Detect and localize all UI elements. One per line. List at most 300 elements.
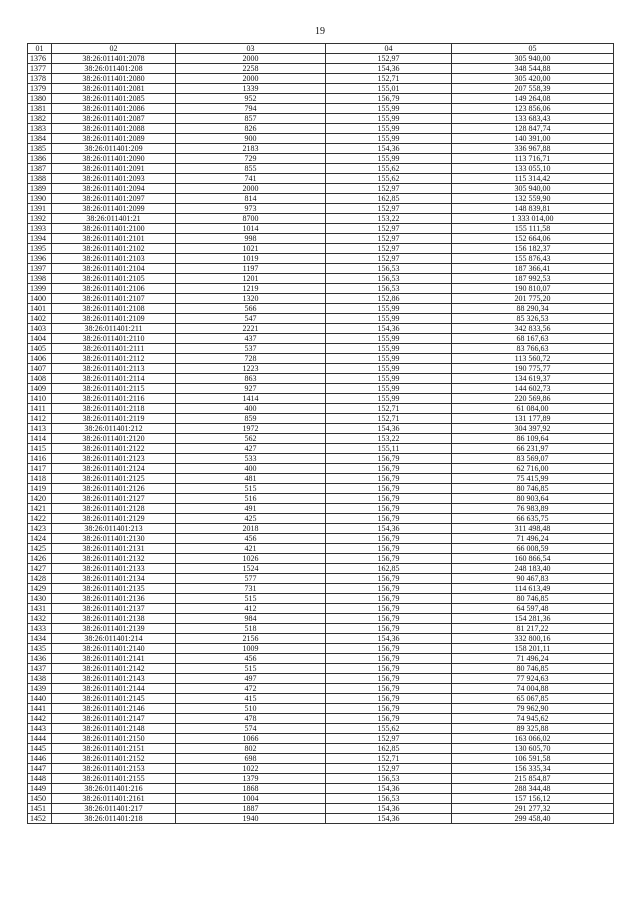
table-row bbox=[28, 744, 614, 754]
cadastral-number-cell: 38:26:011401:2105 bbox=[52, 274, 176, 284]
cadastral-number-cell: 38:26:011401:2161 bbox=[52, 794, 176, 804]
unit-value-cell: 152,97 bbox=[326, 254, 452, 264]
area-cell: 510 bbox=[176, 704, 326, 714]
table-row bbox=[28, 634, 614, 644]
table-row bbox=[28, 244, 614, 254]
table-row bbox=[28, 594, 614, 604]
row-number-cell: 1423 bbox=[28, 524, 52, 534]
row-number-cell: 1378 bbox=[28, 74, 52, 84]
table-row bbox=[28, 334, 614, 344]
cadastral-number-cell: 38:26:011401:2134 bbox=[52, 574, 176, 584]
cadastral-number-cell: 38:26:011401:2109 bbox=[52, 314, 176, 324]
table-row bbox=[28, 234, 614, 244]
row-number-cell: 1385 bbox=[28, 144, 52, 154]
unit-value-cell: 156,53 bbox=[326, 264, 452, 274]
row-number-cell: 1431 bbox=[28, 604, 52, 614]
table-row bbox=[28, 774, 614, 784]
row-number-cell: 1427 bbox=[28, 564, 52, 574]
table-row bbox=[28, 414, 614, 424]
cadastral-number-cell: 38:26:011401:209 bbox=[52, 144, 176, 154]
unit-value-cell: 156,79 bbox=[326, 554, 452, 564]
row-number-cell: 1409 bbox=[28, 384, 52, 394]
table-body bbox=[28, 54, 614, 824]
unit-value-cell: 154,36 bbox=[326, 324, 452, 334]
row-number-cell: 1426 bbox=[28, 554, 52, 564]
area-cell: 1887 bbox=[176, 804, 326, 814]
unit-value-cell: 162,85 bbox=[326, 564, 452, 574]
unit-value-cell: 156,79 bbox=[326, 584, 452, 594]
area-cell: 859 bbox=[176, 414, 326, 424]
cadastral-value-cell: 155 876,43 bbox=[452, 254, 614, 264]
table-row bbox=[28, 674, 614, 684]
cadastral-number-cell: 38:26:011401:2087 bbox=[52, 114, 176, 124]
cadastral-number-cell: 38:26:011401:2150 bbox=[52, 734, 176, 744]
table-row bbox=[28, 724, 614, 734]
cadastral-value-cell: 201 775,20 bbox=[452, 294, 614, 304]
area-cell: 952 bbox=[176, 94, 326, 104]
row-number-cell: 1382 bbox=[28, 114, 52, 124]
row-number-cell: 1441 bbox=[28, 704, 52, 714]
cadastral-value-cell: 156 335,34 bbox=[452, 764, 614, 774]
cadastral-value-cell: 130 605,70 bbox=[452, 744, 614, 754]
cadastral-value-cell: 71 496,24 bbox=[452, 534, 614, 544]
area-cell: 515 bbox=[176, 484, 326, 494]
area-cell: 1223 bbox=[176, 364, 326, 374]
row-number-cell: 1451 bbox=[28, 804, 52, 814]
cadastral-value-cell: 305 940,00 bbox=[452, 184, 614, 194]
area-cell: 400 bbox=[176, 464, 326, 474]
unit-value-cell: 154,36 bbox=[326, 424, 452, 434]
cadastral-value-cell: 77 924,63 bbox=[452, 674, 614, 684]
cadastral-number-cell: 38:26:011401:2100 bbox=[52, 224, 176, 234]
unit-value-cell: 155,99 bbox=[326, 154, 452, 164]
table-row bbox=[28, 534, 614, 544]
unit-value-cell: 152,97 bbox=[326, 204, 452, 214]
cadastral-value-cell: 134 619,37 bbox=[452, 374, 614, 384]
row-number-cell: 1447 bbox=[28, 764, 52, 774]
table-row bbox=[28, 184, 614, 194]
cadastral-number-cell: 38:26:011401:2088 bbox=[52, 124, 176, 134]
unit-value-cell: 155,99 bbox=[326, 104, 452, 114]
row-number-cell: 1376 bbox=[28, 54, 52, 64]
cadastral-number-cell: 38:26:011401:2133 bbox=[52, 564, 176, 574]
unit-value-cell: 152,86 bbox=[326, 294, 452, 304]
cadastral-value-cell: 90 467,83 bbox=[452, 574, 614, 584]
cadastral-value-cell: 305 940,00 bbox=[452, 54, 614, 64]
unit-value-cell: 154,36 bbox=[326, 634, 452, 644]
cadastral-number-cell: 38:26:011401:214 bbox=[52, 634, 176, 644]
cadastral-number-cell: 38:26:011401:212 bbox=[52, 424, 176, 434]
unit-value-cell: 154,36 bbox=[326, 144, 452, 154]
unit-value-cell: 152,97 bbox=[326, 224, 452, 234]
cadastral-number-cell: 38:26:011401:2126 bbox=[52, 484, 176, 494]
cadastral-number-cell: 38:26:011401:2093 bbox=[52, 174, 176, 184]
cadastral-value-cell: 155 111,58 bbox=[452, 224, 614, 234]
table-row bbox=[28, 274, 614, 284]
area-cell: 998 bbox=[176, 234, 326, 244]
unit-value-cell: 156,79 bbox=[326, 534, 452, 544]
cadastral-number-cell: 38:26:011401:211 bbox=[52, 324, 176, 334]
row-number-cell: 1414 bbox=[28, 434, 52, 444]
unit-value-cell: 156,79 bbox=[326, 684, 452, 694]
table-row bbox=[28, 624, 614, 634]
unit-value-cell: 155,99 bbox=[326, 314, 452, 324]
row-number-cell: 1439 bbox=[28, 684, 52, 694]
row-number-cell: 1429 bbox=[28, 584, 52, 594]
unit-value-cell: 152,71 bbox=[326, 414, 452, 424]
unit-value-cell: 156,79 bbox=[326, 464, 452, 474]
unit-value-cell: 155,62 bbox=[326, 724, 452, 734]
cadastral-value-cell: 288 344,48 bbox=[452, 784, 614, 794]
row-number-cell: 1428 bbox=[28, 574, 52, 584]
unit-value-cell: 156,79 bbox=[326, 474, 452, 484]
cadastral-value-cell: 89 325,88 bbox=[452, 724, 614, 734]
cadastral-number-cell: 38:26:011401:2089 bbox=[52, 134, 176, 144]
row-number-cell: 1397 bbox=[28, 264, 52, 274]
cadastral-value-cell: 128 847,74 bbox=[452, 124, 614, 134]
cadastral-value-cell: 66 635,75 bbox=[452, 514, 614, 524]
unit-value-cell: 155,99 bbox=[326, 304, 452, 314]
row-number-cell: 1395 bbox=[28, 244, 52, 254]
area-cell: 1021 bbox=[176, 244, 326, 254]
table-row bbox=[28, 794, 614, 804]
row-number-cell: 1392 bbox=[28, 214, 52, 224]
row-number-cell: 1399 bbox=[28, 284, 52, 294]
table-row bbox=[28, 554, 614, 564]
cadastral-number-cell: 38:26:011401:2155 bbox=[52, 774, 176, 784]
unit-value-cell: 155,99 bbox=[326, 344, 452, 354]
cadastral-value-cell: 74 004,88 bbox=[452, 684, 614, 694]
cadastral-value-cell: 86 109,64 bbox=[452, 434, 614, 444]
cadastral-number-cell: 38:26:011401:2120 bbox=[52, 434, 176, 444]
row-number-cell: 1384 bbox=[28, 134, 52, 144]
table-row bbox=[28, 284, 614, 294]
cadastral-value-cell: 61 084,00 bbox=[452, 404, 614, 414]
cadastral-number-cell: 38:26:011401:2138 bbox=[52, 614, 176, 624]
cadastral-value-cell: 113 716,71 bbox=[452, 154, 614, 164]
cadastral-value-cell: 114 613,49 bbox=[452, 584, 614, 594]
table-row bbox=[28, 174, 614, 184]
cadastral-number-cell: 38:26:011401:2110 bbox=[52, 334, 176, 344]
cadastral-number-cell: 38:26:011401:2090 bbox=[52, 154, 176, 164]
area-cell: 566 bbox=[176, 304, 326, 314]
cadastral-number-cell: 38:26:011401:216 bbox=[52, 784, 176, 794]
row-number-cell: 1393 bbox=[28, 224, 52, 234]
area-cell: 516 bbox=[176, 494, 326, 504]
cadastral-value-cell: 74 945,62 bbox=[452, 714, 614, 724]
unit-value-cell: 155,99 bbox=[326, 364, 452, 374]
cadastral-number-cell: 38:26:011401:21 bbox=[52, 214, 176, 224]
cadastral-number-cell: 38:26:011401:2108 bbox=[52, 304, 176, 314]
unit-value-cell: 156,79 bbox=[326, 604, 452, 614]
cadastral-value-cell: 66 008,59 bbox=[452, 544, 614, 554]
cadastral-value-cell: 158 201,11 bbox=[452, 644, 614, 654]
row-number-cell: 1388 bbox=[28, 174, 52, 184]
cadastral-number-cell: 38:26:011401:2129 bbox=[52, 514, 176, 524]
unit-value-cell: 154,36 bbox=[326, 784, 452, 794]
table-row bbox=[28, 74, 614, 84]
area-cell: 927 bbox=[176, 384, 326, 394]
table-row bbox=[28, 604, 614, 614]
area-cell: 698 bbox=[176, 754, 326, 764]
row-number-cell: 1413 bbox=[28, 424, 52, 434]
cadastral-value-cell: 68 167,63 bbox=[452, 334, 614, 344]
area-cell: 562 bbox=[176, 434, 326, 444]
row-number-cell: 1402 bbox=[28, 314, 52, 324]
cadastral-value-cell: 157 156,12 bbox=[452, 794, 614, 804]
area-cell: 533 bbox=[176, 454, 326, 464]
unit-value-cell: 156,79 bbox=[326, 94, 452, 104]
row-number-cell: 1425 bbox=[28, 544, 52, 554]
cadastral-value-cell: 348 544,88 bbox=[452, 64, 614, 74]
area-cell: 412 bbox=[176, 604, 326, 614]
row-number-cell: 1390 bbox=[28, 194, 52, 204]
cadastral-value-cell: 342 833,56 bbox=[452, 324, 614, 334]
cadastral-value-cell: 154 281,36 bbox=[452, 614, 614, 624]
cadastral-number-cell: 38:26:011401:2099 bbox=[52, 204, 176, 214]
table-row bbox=[28, 454, 614, 464]
cadastral-value-cell: 75 415,99 bbox=[452, 474, 614, 484]
table-row bbox=[28, 84, 614, 94]
unit-value-cell: 156,53 bbox=[326, 284, 452, 294]
cadastral-number-cell: 38:26:011401:2137 bbox=[52, 604, 176, 614]
unit-value-cell: 156,79 bbox=[326, 674, 452, 684]
cadastral-number-cell: 38:26:011401:2119 bbox=[52, 414, 176, 424]
table-row bbox=[28, 564, 614, 574]
unit-value-cell: 155,99 bbox=[326, 384, 452, 394]
unit-value-cell: 152,71 bbox=[326, 754, 452, 764]
area-cell: 8700 bbox=[176, 214, 326, 224]
column-header-03: 03 bbox=[176, 44, 326, 54]
area-cell: 814 bbox=[176, 194, 326, 204]
area-cell: 518 bbox=[176, 624, 326, 634]
cadastral-value-cell: 66 231,97 bbox=[452, 444, 614, 454]
cadastral-number-cell: 38:26:011401:2152 bbox=[52, 754, 176, 764]
unit-value-cell: 155,01 bbox=[326, 84, 452, 94]
area-cell: 900 bbox=[176, 134, 326, 144]
cadastral-number-cell: 38:26:011401:2106 bbox=[52, 284, 176, 294]
cadastral-value-table bbox=[27, 43, 614, 824]
table-row bbox=[28, 354, 614, 364]
cadastral-value-cell: 299 458,40 bbox=[452, 814, 614, 824]
row-number-cell: 1391 bbox=[28, 204, 52, 214]
cadastral-value-cell: 80 903,64 bbox=[452, 494, 614, 504]
table-row bbox=[28, 164, 614, 174]
cadastral-value-cell: 79 962,90 bbox=[452, 704, 614, 714]
cadastral-value-cell: 1 333 014,00 bbox=[452, 214, 614, 224]
unit-value-cell: 156,53 bbox=[326, 774, 452, 784]
cadastral-number-cell: 38:26:011401:2102 bbox=[52, 244, 176, 254]
row-number-cell: 1422 bbox=[28, 514, 52, 524]
cadastral-number-cell: 38:26:011401:2115 bbox=[52, 384, 176, 394]
area-cell: 574 bbox=[176, 724, 326, 734]
row-number-cell: 1411 bbox=[28, 404, 52, 414]
table-row bbox=[28, 374, 614, 384]
area-cell: 437 bbox=[176, 334, 326, 344]
cadastral-number-cell: 38:26:011401:218 bbox=[52, 814, 176, 824]
table-row bbox=[28, 494, 614, 504]
area-cell: 1066 bbox=[176, 734, 326, 744]
area-cell: 1940 bbox=[176, 814, 326, 824]
unit-value-cell: 152,97 bbox=[326, 234, 452, 244]
unit-value-cell: 156,79 bbox=[326, 514, 452, 524]
row-number-cell: 1405 bbox=[28, 344, 52, 354]
cadastral-number-cell: 38:26:011401:2153 bbox=[52, 764, 176, 774]
row-number-cell: 1449 bbox=[28, 784, 52, 794]
cadastral-value-cell: 160 866,54 bbox=[452, 554, 614, 564]
cadastral-value-cell: 215 854,87 bbox=[452, 774, 614, 784]
cadastral-value-cell: 115 314,42 bbox=[452, 174, 614, 184]
area-cell: 2000 bbox=[176, 54, 326, 64]
unit-value-cell: 152,71 bbox=[326, 404, 452, 414]
unit-value-cell: 155,11 bbox=[326, 444, 452, 454]
cadastral-number-cell: 38:26:011401:2113 bbox=[52, 364, 176, 374]
table-row bbox=[28, 814, 614, 824]
cadastral-value-cell: 291 277,32 bbox=[452, 804, 614, 814]
area-cell: 537 bbox=[176, 344, 326, 354]
table-row bbox=[28, 754, 614, 764]
unit-value-cell: 155,99 bbox=[326, 134, 452, 144]
table-row bbox=[28, 254, 614, 264]
area-cell: 1320 bbox=[176, 294, 326, 304]
unit-value-cell: 156,79 bbox=[326, 614, 452, 624]
table-row bbox=[28, 644, 614, 654]
area-cell: 802 bbox=[176, 744, 326, 754]
cadastral-number-cell: 38:26:011401:2135 bbox=[52, 584, 176, 594]
row-number-cell: 1430 bbox=[28, 594, 52, 604]
cadastral-number-cell: 38:26:011401:2143 bbox=[52, 674, 176, 684]
table-row bbox=[28, 94, 614, 104]
area-cell: 1026 bbox=[176, 554, 326, 564]
row-number-cell: 1379 bbox=[28, 84, 52, 94]
cadastral-number-cell: 38:26:011401:2128 bbox=[52, 504, 176, 514]
area-cell: 478 bbox=[176, 714, 326, 724]
cadastral-value-cell: 83 569,07 bbox=[452, 454, 614, 464]
row-number-cell: 1435 bbox=[28, 644, 52, 654]
table-row bbox=[28, 214, 614, 224]
cadastral-number-cell: 38:26:011401:2085 bbox=[52, 94, 176, 104]
unit-value-cell: 156,53 bbox=[326, 794, 452, 804]
table-row bbox=[28, 504, 614, 514]
row-number-cell: 1404 bbox=[28, 334, 52, 344]
cadastral-number-cell: 38:26:011401:2141 bbox=[52, 654, 176, 664]
row-number-cell: 1387 bbox=[28, 164, 52, 174]
page-number: 19 bbox=[315, 26, 325, 37]
unit-value-cell: 156,79 bbox=[326, 594, 452, 604]
table-row bbox=[28, 154, 614, 164]
cadastral-number-cell: 38:26:011401:2104 bbox=[52, 264, 176, 274]
cadastral-number-cell: 38:26:011401:2116 bbox=[52, 394, 176, 404]
cadastral-value-cell: 88 290,34 bbox=[452, 304, 614, 314]
row-number-cell: 1394 bbox=[28, 234, 52, 244]
table-row bbox=[28, 654, 614, 664]
column-header-05: 05 bbox=[452, 44, 614, 54]
row-number-cell: 1418 bbox=[28, 474, 52, 484]
unit-value-cell: 152,97 bbox=[326, 734, 452, 744]
row-number-cell: 1419 bbox=[28, 484, 52, 494]
cadastral-number-cell: 38:26:011401:2139 bbox=[52, 624, 176, 634]
area-cell: 2221 bbox=[176, 324, 326, 334]
area-cell: 1219 bbox=[176, 284, 326, 294]
unit-value-cell: 152,97 bbox=[326, 244, 452, 254]
unit-value-cell: 156,79 bbox=[326, 644, 452, 654]
cadastral-number-cell: 38:26:011401:2146 bbox=[52, 704, 176, 714]
cadastral-value-cell: 83 766,63 bbox=[452, 344, 614, 354]
unit-value-cell: 156,79 bbox=[326, 694, 452, 704]
cadastral-number-cell: 38:26:011401:208 bbox=[52, 64, 176, 74]
unit-value-cell: 154,36 bbox=[326, 64, 452, 74]
area-cell: 481 bbox=[176, 474, 326, 484]
cadastral-value-cell: 80 746,85 bbox=[452, 664, 614, 674]
cadastral-value-cell: 76 983,89 bbox=[452, 504, 614, 514]
area-cell: 1379 bbox=[176, 774, 326, 784]
area-cell: 731 bbox=[176, 584, 326, 594]
cadastral-value-cell: 80 746,85 bbox=[452, 594, 614, 604]
area-cell: 1201 bbox=[176, 274, 326, 284]
area-cell: 415 bbox=[176, 694, 326, 704]
cadastral-number-cell: 38:26:011401:2114 bbox=[52, 374, 176, 384]
cadastral-value-cell: 65 067,85 bbox=[452, 694, 614, 704]
cadastral-value-cell: 163 066,02 bbox=[452, 734, 614, 744]
table-row bbox=[28, 424, 614, 434]
row-number-cell: 1416 bbox=[28, 454, 52, 464]
column-header-04: 04 bbox=[326, 44, 452, 54]
cadastral-number-cell: 38:26:011401:2111 bbox=[52, 344, 176, 354]
area-cell: 1868 bbox=[176, 784, 326, 794]
cadastral-value-cell: 64 597,48 bbox=[452, 604, 614, 614]
unit-value-cell: 154,36 bbox=[326, 814, 452, 824]
cadastral-value-cell: 131 177,89 bbox=[452, 414, 614, 424]
cadastral-value-cell: 187 992,53 bbox=[452, 274, 614, 284]
table-row bbox=[28, 404, 614, 414]
unit-value-cell: 156,79 bbox=[326, 574, 452, 584]
cadastral-value-cell: 190 775,77 bbox=[452, 364, 614, 374]
table-row bbox=[28, 694, 614, 704]
unit-value-cell: 156,79 bbox=[326, 504, 452, 514]
area-cell: 729 bbox=[176, 154, 326, 164]
unit-value-cell: 152,71 bbox=[326, 74, 452, 84]
row-number-cell: 1420 bbox=[28, 494, 52, 504]
unit-value-cell: 162,85 bbox=[326, 194, 452, 204]
cadastral-number-cell: 38:26:011401:2124 bbox=[52, 464, 176, 474]
table-row bbox=[28, 804, 614, 814]
row-number-cell: 1433 bbox=[28, 624, 52, 634]
cadastral-number-cell: 38:26:011401:2136 bbox=[52, 594, 176, 604]
cadastral-number-cell: 38:26:011401:2145 bbox=[52, 694, 176, 704]
row-number-cell: 1377 bbox=[28, 64, 52, 74]
area-cell: 472 bbox=[176, 684, 326, 694]
table-row bbox=[28, 144, 614, 154]
area-cell: 855 bbox=[176, 164, 326, 174]
area-cell: 2000 bbox=[176, 74, 326, 84]
table-row bbox=[28, 394, 614, 404]
table-row bbox=[28, 704, 614, 714]
table-row bbox=[28, 294, 614, 304]
table-row bbox=[28, 324, 614, 334]
table-row bbox=[28, 474, 614, 484]
table-row bbox=[28, 484, 614, 494]
table-row bbox=[28, 614, 614, 624]
area-cell: 1197 bbox=[176, 264, 326, 274]
table-row bbox=[28, 204, 614, 214]
unit-value-cell: 156,79 bbox=[326, 704, 452, 714]
table-row bbox=[28, 574, 614, 584]
row-number-cell: 1383 bbox=[28, 124, 52, 134]
row-number-cell: 1442 bbox=[28, 714, 52, 724]
area-cell: 515 bbox=[176, 664, 326, 674]
cadastral-value-cell: 133 055,10 bbox=[452, 164, 614, 174]
unit-value-cell: 155,99 bbox=[326, 374, 452, 384]
